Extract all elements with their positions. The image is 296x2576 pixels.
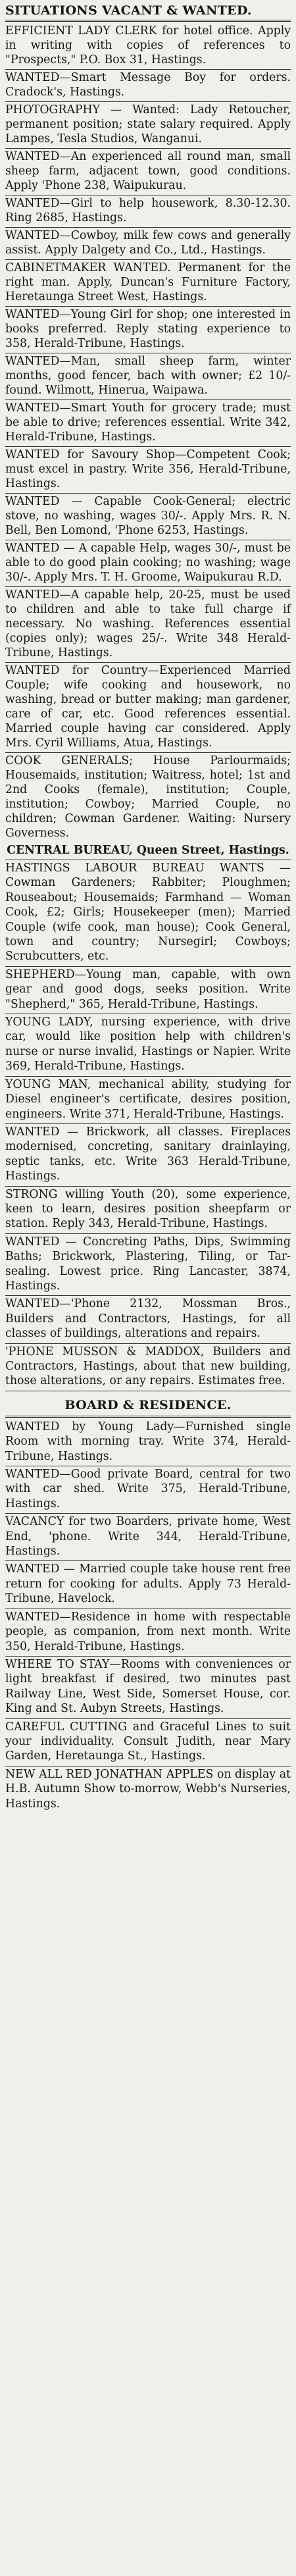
heading-board: BOARD & RESIDENCE. <box>64 1397 232 1412</box>
ad-item: WANTED—An experienced all round man, small sheep farm, adjacent town, good conditions. Apply 'Phone 238, Waipukurau. <box>5 149 291 195</box>
ad-item: WANTED by Young Lady—Furnished single Room with morning tray. Write 374, Herald-Tribune, Hastings. <box>5 1419 291 1466</box>
ad-item: WANTED—Smart Youth for grocery trade; must be able to drive; references essential. Write 342, Herald-Tribune, Hastings. <box>5 400 291 447</box>
ad-item: NEW ALL RED JONATHAN APPLES on display at H.B. Autumn Show to-morrow, Webb's Nurseries, Hastings. <box>5 1767 291 1811</box>
ad-item: WANTED — Concreting Paths, Dips, Swimming Baths; Brickwork, Plastering, Tiling, or Tar-sealing. Lowest price. Ring Lancaster, 3874, Hastings. <box>5 1234 291 1297</box>
ad-item: WANTED—Cowboy, milk few cows and generally assist. Apply Dalgety and Co., Ltd., Hastings. <box>5 228 291 260</box>
ad-item: WHERE TO STAY—Rooms with conveniences or light breakfast if desired, two minutes past Railway Line, West Side, Somerset House, cor. King and St. Aubyn Streets, Hastings. <box>5 1657 291 1719</box>
ad-item: WANTED — A capable Help, wages 30/-, must be able to do good plain cooking; no washing; wage 30/-. Apply Mrs. T. H. Groome, Waipukurau R.D. <box>5 540 291 587</box>
classified-column <box>0 3 296 2576</box>
ad-item: PHOTOGRAPHY — Wanted: Lady Retoucher, permanent position; state salary required. Apply Lampes, Tesla Studios, Wanganui. <box>5 102 291 149</box>
divider <box>5 1416 291 1418</box>
ad-item: WANTED—A capable help, 20-25, must be used to children and able to take full charge if necessary. No washing. References essential (copies only); wages 25/-. Write 348 Herald-Tribune, Hastings. <box>5 587 291 663</box>
ad-item: YOUNG MAN, mechanical ability, studying for Diesel engineer's certificate, desires position, engineers. Write 371, Herald-Tribune, Hastings. <box>5 1077 291 1124</box>
ad-item: CENTRAL BUREAU, Queen Street, Hastings. <box>5 842 291 860</box>
divider <box>5 20 291 22</box>
ad-item: COOK GENERALS; House Parlourmaids; Housemaids, institution; Waitress, hotel; 1st and 2nd Cooks (female), institution; Couple, institution; Cowboy; Married Couple, no children; Cowman Gardener. Waiting: Nursery Governess. <box>5 754 291 840</box>
ad-item: WANTED—Good private Board, central for two with car shed. Write 375, Herald-Tribune, Hastings. <box>5 1466 291 1514</box>
ad-item: YOUNG LADY, nursing experience, with drive car, would like position help with children's nurse or nurse invalid, Hastings or Napier. Write 369, Herald-Tribune, Hastings. <box>5 1014 291 1077</box>
ad-item: WANTED—Man, small sheep farm, winter months, good fencer, bach with owner; £2 10/- found. Wilmott, Hinerua, Waipawa. <box>5 353 291 400</box>
ad-item: WANTED—Residence in home with respectable people, as companion, from next month. Write 350, Herald-Tribune, Hastings. <box>5 1609 291 1657</box>
ad-item: WANTED—Girl to help housework, 8.30-12.30. Ring 2685, Hastings. <box>5 195 291 228</box>
ad-item: VACANCY for two Boarders, private home, West End, 'phone. Write 344, Herald-Tribune, Hastings. <box>5 1514 291 1561</box>
heading-situations: SITUATIONS VACANT & WANTED. <box>5 3 252 18</box>
ad-item: HASTINGS LABOUR BUREAU WANTS — Cowman Gardeners; Rabbiter; Ploughmen; Rouseabout; Housemaids; Farmhand — Woman Cook, £2; Girls; Housekeeper (men); Married Couple (wife cook, man house); Cook General, town and country; Nursegirl; Cowboys; Scrubcutters, etc. <box>5 860 291 967</box>
ad-item: CABINETMAKER WANTED. Permanent for the right man. Apply, Duncan's Furniture Factory, Heretaunga Street West, Hastings. <box>5 260 291 307</box>
ad-item: WANTED for Country—Experienced Married Couple; wife cooking and housework, no washing, bread or butter making; man gardener, care of car, etc. Good references essential. Married couple having car considered. Apply Mrs. Cyril Williams, Atua, Hastings. <box>5 663 291 753</box>
ad-item: EFFICIENT LADY CLERK for hotel office. Apply in writing with copies of references to "Prospects," P.O. Box 31, Hastings. <box>5 23 291 70</box>
ad-item: WANTED — Brickwork, all classes. Fireplaces modernised, concreting, sanitary drainlaying, septic tanks, etc. Write 363 Herald-Tribune, Hastings. <box>5 1124 291 1187</box>
ad-item: SHEPHERD—Young man, capable, with own gear and good dogs, seeks position. Write "Shepherd," 365, Herald-Tribune, Hastings. <box>5 967 291 1014</box>
ad-item: WANTED for Savoury Shop—Competent Cook; must excel in pastry. Write 356, Herald-Tribune, Hastings. <box>5 447 291 494</box>
ad-item: WANTED—Young Girl for shop; one interested in books preferred. Reply stating experience to 358, Herald-Tribune, Hastings. <box>5 307 291 353</box>
ad-item: CAREFUL CUTTING and Graceful Lines to suit your individuality. Consult Judith, near Mary Garden, Heretaunga St., Hastings. <box>5 1719 291 1766</box>
ad-item: STRONG willing Youth (20), some experience, keen to learn, desires position sheepfarm or station. Reply 343, Herald-Tribune, Hastings. <box>5 1187 291 1234</box>
ad-item: WANTED — Capable Cook-General; electric stove, no washing, wages 30/-. Apply Mrs. R. N. Bell, Ben Lomond, 'Phone 6253, Hastings. <box>5 494 291 540</box>
ad-item: 'PHONE MUSSON & MADDOX, Builders and Contractors, Hastings, about that new building, those alterations, or any repairs. Estimates free. <box>5 1344 291 1391</box>
ad-item: WANTED—'Phone 2132, Mossman Bros., Builders and Contractors, Hastings, for all classes of buildings, alterations and repairs. <box>5 1296 291 1343</box>
ad-item: WANTED—Smart Message Boy for orders. Cradock's, Hastings. <box>5 70 291 102</box>
ad-item: WANTED — Married couple take house rent free return for cooking for adults. Apply 73 Herald-Tribune, Havelock. <box>5 1561 291 1609</box>
